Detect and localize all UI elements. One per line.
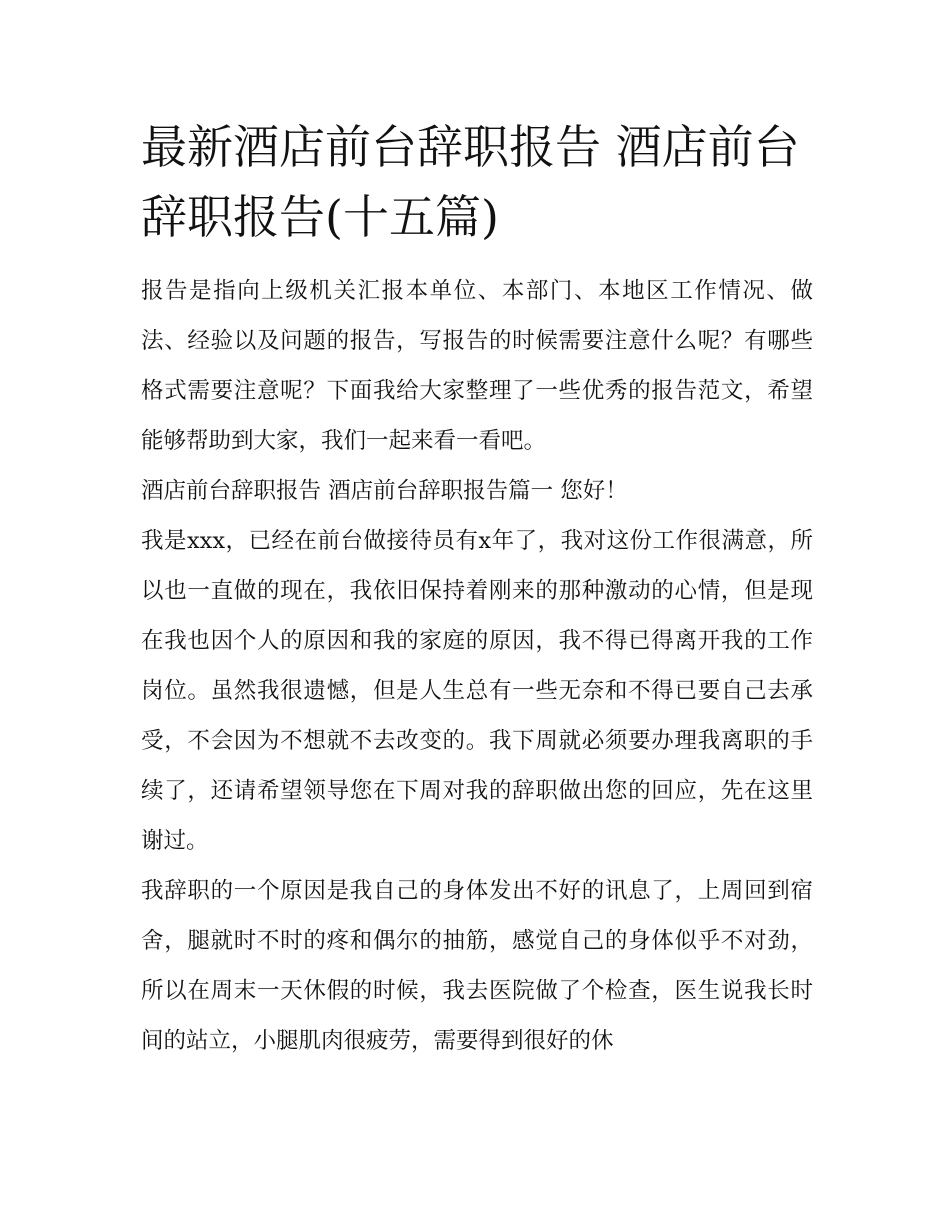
document-body [141, 112, 813, 1066]
paragraph-body-1: 我是xxx，已经在前台做接待员有x年了，我对这份工作很满意，所以也一直做的现在，我依旧保持着刚来的那种激动的心情，但是现在我也因个人的原因和我的家庭的原因，我不得已得离开我的工作岗位。虽然我很遗憾，但是人生总有一些无奈和不得已要自己去承受，不会因为不想就不去改变的。我下周就必须要办理我离职的手续了，还请希望领导您在下周对我的辞职做出您的回应，先在这里谢过。 [141, 528, 813, 854]
paragraph-intro: 报告是指向上级机关汇报本单位、本部门、本地区工作情况、做法、经验以及问题的报告，写报告的时候需要注意什么呢？有哪些格式需要注意呢？下面我给大家整理了一些优秀的报告范文，希望能够帮助到大家，我们一起来看一看吧。 [141, 278, 813, 454]
paragraph-heading-greeting: 酒店前台辞职报告 酒店前台辞职报告篇一 您好！ [141, 478, 628, 504]
document-title: 最新酒店前台辞职报告 酒店前台辞职报告(十五篇) [141, 120, 800, 244]
paragraph-body-2: 我辞职的一个原因是我自己的身体发出不好的讯息了，上周回到宿舍，腿就时不时的疼和偶尔的抽筋，感觉自己的身体似乎不对劲，所以在周末一天休假的时候，我去医院做了个检查，医生说我长时间的站立，小腿肌肉很疲劳，需要得到很好的休 [141, 878, 813, 1054]
